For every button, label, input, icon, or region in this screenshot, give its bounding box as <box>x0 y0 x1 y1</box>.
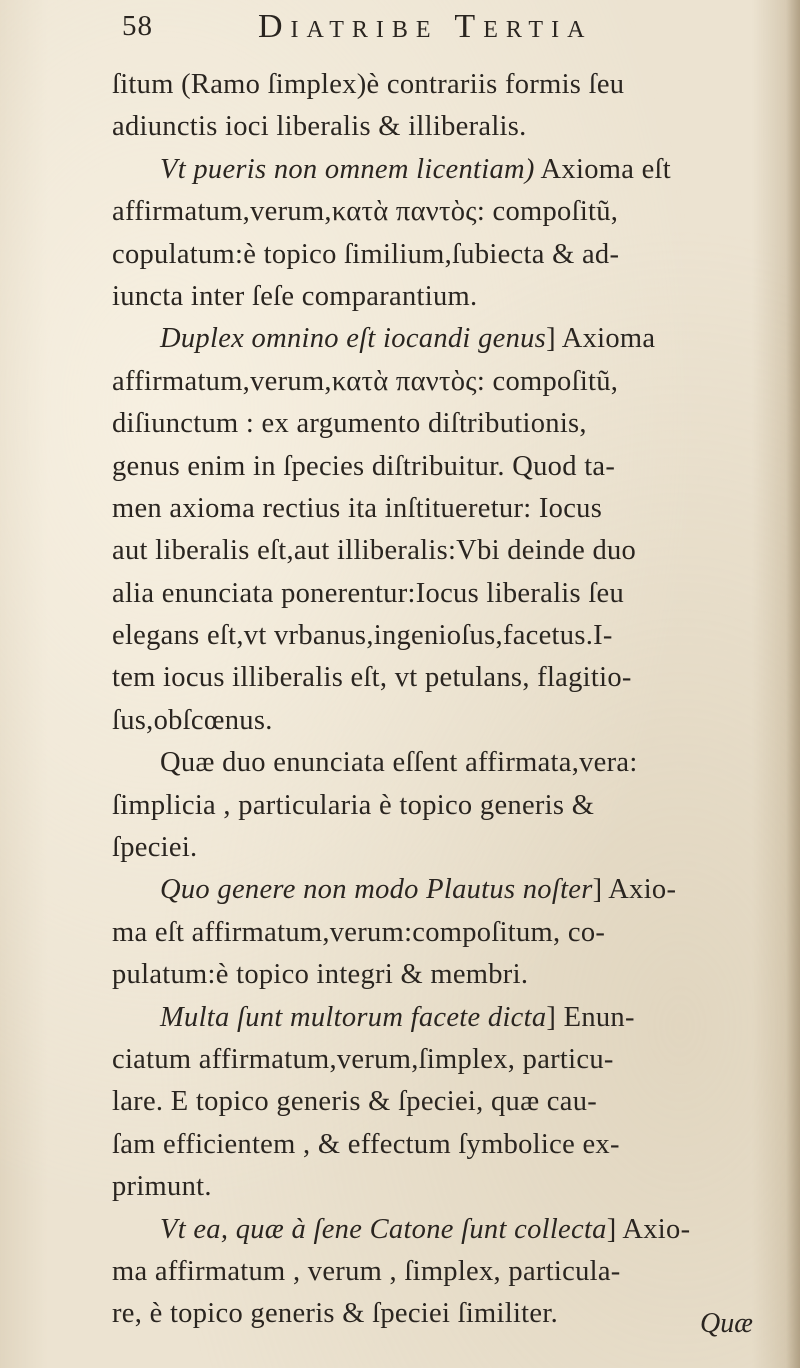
text-line <box>112 403 800 445</box>
text-line <box>112 191 800 233</box>
text-line <box>112 361 800 403</box>
text-segment: pulatum:è topico integri & membri. <box>112 959 529 991</box>
text-segment: ſus,obſcœnus. <box>112 704 273 736</box>
text-segment: ſpeciei. <box>112 832 198 864</box>
text-line <box>112 1293 800 1335</box>
text-segment: aut liberalis eſt,aut illiberalis:Vbi deinde duo <box>112 535 637 567</box>
text-line <box>112 700 800 742</box>
text-segment: ma affirmatum , verum , ſimplex, particula- <box>112 1255 621 1287</box>
text-line <box>112 869 800 911</box>
page-number: 58 <box>122 10 153 42</box>
text-segment: ciatum affirmatum,verum,ſimplex, particu- <box>112 1043 614 1075</box>
text-line <box>112 1124 800 1166</box>
text-line <box>112 785 800 827</box>
text-line <box>112 912 800 954</box>
text-segment: affirmatum,verum,κατὰ παντὸς: compoſitũ, <box>112 196 619 228</box>
text-segment: adiunctis ioci liberalis & illiberalis. <box>112 111 527 143</box>
italic-lemma: Multa ſunt multorum facete dicta <box>160 1001 547 1033</box>
running-head: Diatribe Tertia <box>258 8 593 45</box>
text-segment: re, è topico generis & ſpeciei ſimiliter. <box>112 1298 558 1330</box>
italic-lemma: Quo genere non modo Plautus noſter <box>160 874 593 906</box>
text-segment: Quæ duo enunciata eſſent affirmata,vera: <box>160 747 638 779</box>
text-segment: copulatum:è topico ſimilium,ſubiecta & ad- <box>112 238 620 270</box>
italic-lemma: Duplex omnino eſt iocandi genus <box>160 323 547 355</box>
text-line <box>112 234 800 276</box>
text-segment: ] Axio- <box>592 874 677 906</box>
text-line <box>112 106 800 148</box>
catchword: Quæ <box>700 1308 753 1339</box>
text-segment: alia enunciata ponerentur:Iocus liberalis ſeu <box>112 577 625 609</box>
page-edge-shadow <box>786 0 800 1368</box>
text-segment: ſimplicia , particularia è topico generis & <box>112 789 595 821</box>
text-segment: primunt. <box>112 1171 212 1203</box>
text-segment: ] Axioma <box>546 323 656 355</box>
text-line <box>112 318 800 360</box>
text-line <box>112 954 800 996</box>
italic-lemma: Vt pueris non omnem licentiam) <box>160 153 535 185</box>
page-header <box>118 10 718 54</box>
text-segment: ſitum (Ramo ſimplex)è contrariis formis ſeu <box>112 69 625 100</box>
text-line <box>112 1081 800 1123</box>
text-line <box>112 827 800 869</box>
text-line <box>112 573 800 615</box>
text-line <box>112 149 800 191</box>
text-segment: ] Axio- <box>606 1213 691 1245</box>
text-segment: ] Enun- <box>546 1001 635 1033</box>
text-line <box>112 446 800 488</box>
italic-lemma: Vt ea, quæ à ſene Catone ſunt collecta <box>160 1213 607 1245</box>
body-text <box>112 64 800 1336</box>
text-line <box>112 276 800 318</box>
text-segment: men axioma rectius ita inſtitueretur: Iocus <box>112 492 603 524</box>
text-line <box>112 615 800 657</box>
text-segment: affirmatum,verum,κατὰ παντὸς: compoſitũ, <box>112 365 619 397</box>
text-segment: elegans eſt,vt vrbanus,ingenioſus,facetus.I- <box>112 620 613 652</box>
text-line <box>112 1251 800 1293</box>
text-segment: Axioma eſt <box>534 153 671 185</box>
text-segment: ſam efficientem , & effectum ſymbolice ex- <box>112 1128 620 1160</box>
text-line <box>112 530 800 572</box>
text-segment: genus enim in ſpecies diſtribuitur. Quod ta- <box>112 450 616 482</box>
text-line <box>112 1209 800 1251</box>
text-segment: diſiunctum : ex argumento diſtributionis, <box>112 408 587 440</box>
text-line <box>112 1166 800 1208</box>
text-segment: iuncta inter ſeſe comparantium. <box>112 280 478 312</box>
text-segment: tem iocus illiberalis eſt, vt petulans, flagitio- <box>112 662 632 694</box>
text-line <box>112 1039 800 1081</box>
text-segment: ma eſt affirmatum,verum:compoſitum, co- <box>112 916 606 948</box>
text-line <box>112 488 800 530</box>
text-line <box>112 64 800 106</box>
text-line <box>112 657 800 699</box>
text-line <box>112 997 800 1039</box>
text-line <box>112 742 800 784</box>
text-segment: lare. E topico generis & ſpeciei, quæ cau- <box>112 1086 598 1118</box>
